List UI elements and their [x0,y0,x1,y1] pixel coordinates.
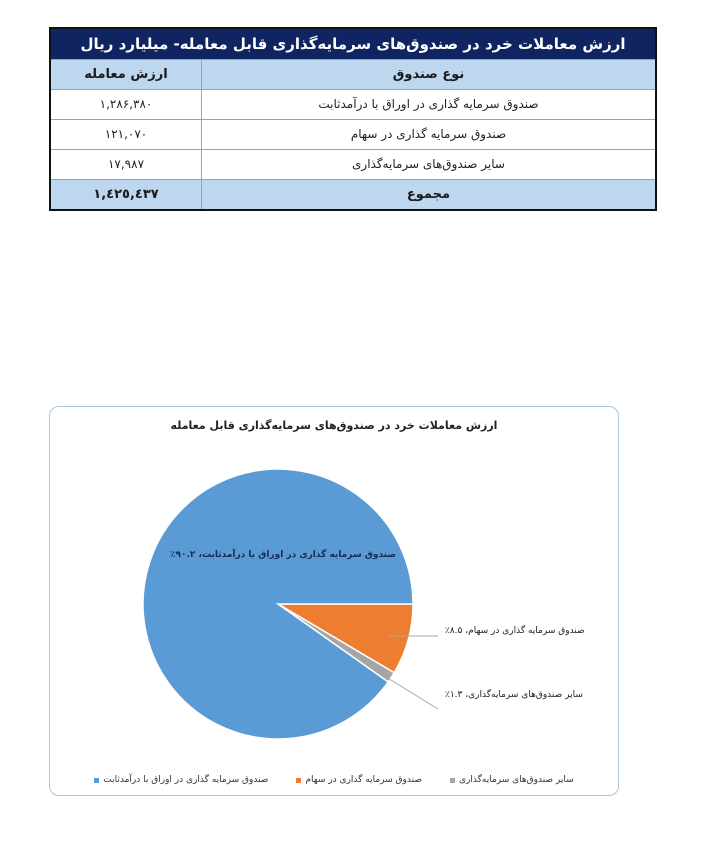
legend-label: صندوق سرمایه گذاری در اوراق با درآمدثابت [103,775,269,785]
fund-type-cell: صندوق سرمایه گذاری در اوراق با درآمدثابت [318,97,539,111]
total-label: مجموع [406,187,451,202]
legend-swatch-orange [296,778,301,783]
header-fund-type: نوع صندوق [392,67,465,82]
pie-chart [50,407,618,795]
fund-trade-table [49,27,657,211]
legend-swatch-grey [450,778,455,783]
table-total-row [51,179,655,209]
legend-item-fixed-income [94,775,268,785]
legend-label: صندوق سرمایه گذاری در سهام [305,775,422,785]
table-header-row [51,59,655,89]
table-row [51,119,655,149]
legend-swatch-blue [94,778,99,783]
table-row [51,89,655,119]
trade-value-cell: ۱۲۱,۰۷۰ [51,120,202,149]
legend-item-stocks [296,775,422,785]
total-value: ۱,٤۲٥,٤۳۷ [51,180,202,209]
trade-value-cell: ۱,۲۸۶,۳۸۰ [51,90,202,119]
table-row [51,149,655,179]
data-label-other: سایر صندوق‌های سرمایه‌گذاری، ۱.۳٪ [445,690,583,700]
data-label-fixed-income: صندوق سرمایه گذاری در اوراق با درآمدثابت، ۹۰.۲٪ [170,550,397,560]
header-trade-value: ارزش معامله [51,60,202,89]
fund-type-cell: سایر صندوق‌های سرمایه‌گذاری [352,157,505,171]
table-title: ارزش معاملات خرد در صندوق‌های سرمایه‌گذاری قابل معامله- میلیارد ریال [51,29,655,59]
trade-value-cell: ۱۷,۹۸۷ [51,150,202,179]
legend-label: سایر صندوق‌های سرمایه‌گذاری [458,775,574,785]
data-label-stocks: صندوق سرمایه گذاری در سهام، ۸.۵٪ [445,626,585,636]
leader-line-other [386,677,438,709]
fund-type-cell: صندوق سرمایه گذاری در سهام [350,127,507,141]
chart-title: ارزش معاملات خرد در صندوق‌های سرمایه‌گذاری قابل معامله [170,419,498,432]
chart-legend [50,775,618,785]
pie-slice [143,469,413,739]
pie-chart-frame [49,406,619,796]
legend-item-other [450,775,574,785]
